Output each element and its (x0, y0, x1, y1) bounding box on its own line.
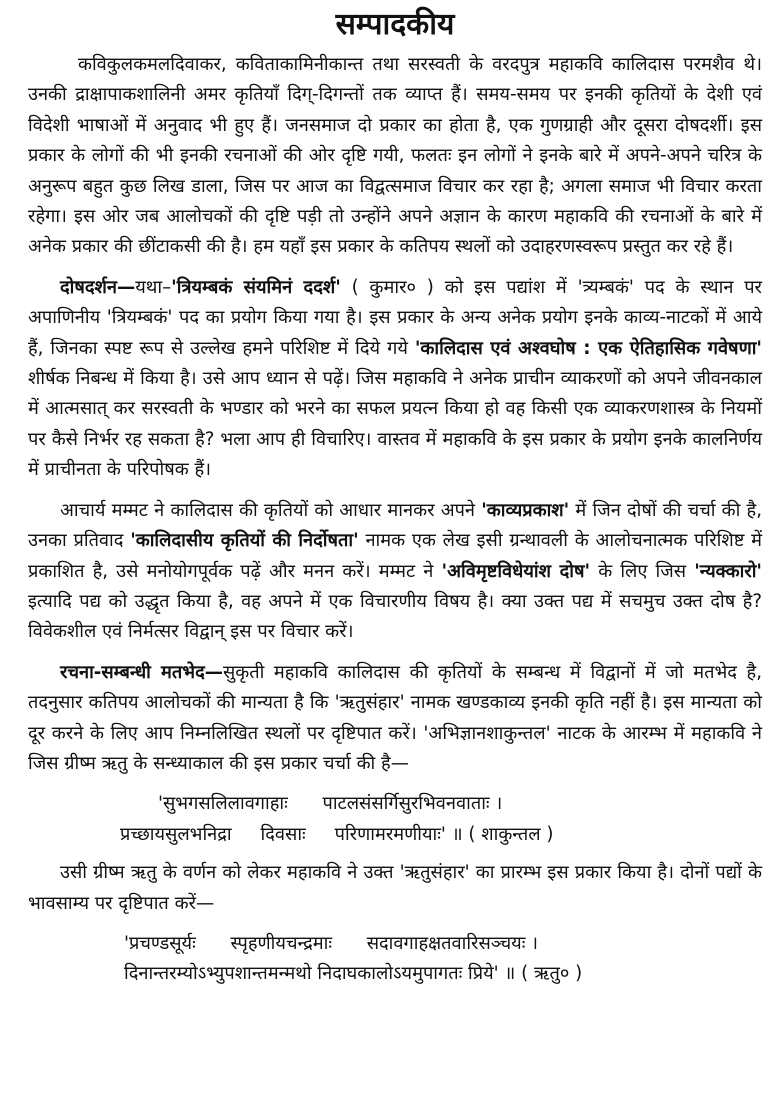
dosha-essay-title: 'कालिदास एवं अश्वघोष : एक ऐतिहासिक गवेषणा' (414, 337, 763, 359)
ritusamhara-verse-line-1: 'प्रचण्डसूर्यः स्पृहणीयचन्द्रमाः सदावगाहक्षतवारिसञ्चयः । (124, 932, 539, 954)
shakuntala-verse-line-2: प्रच्छायसुलभनिद्रा दिवसाः परिणामरमणीयाः' ॥ ( शाकुन्तल ) (120, 823, 554, 845)
mammata-text-5: इत्यादि पद्य को उद्धृत किया है, वह अपने में एक विचारणीय विषय है। क्या उक्त पद्य में सचमुच उक्त दोष है? विवेकशील एवं निर्मत्सर विद्वान् इस पर विचार करें। (28, 590, 762, 643)
dosha-quote-1: 'त्रियम्बकं संयमिनं ददर्श' (171, 276, 341, 298)
shakuntala-verse (28, 789, 762, 850)
shakuntala-verse-line-1: 'सुभगसलिलावगाहाः पाटलसंसर्गिसुरभिवनवाताः । (158, 793, 503, 815)
grishma-paragraph: उसी ग्रीष्म ऋतु के वर्णन को लेकर महाकवि ने उक्त 'ऋतुसंहार' का प्रारम्भ इस प्रकार किया है। दोनों पद्यों के भावसाम्य पर दृष्टिपात करें— (28, 862, 762, 914)
dosha-paragraph (28, 273, 762, 486)
dosha-heading: दोषदर्शन— (60, 276, 136, 298)
mammata-text-4: के लिए जिस (590, 560, 695, 582)
mammata-article-title: 'कालिदासीय कृतियों की निर्दोषता' (130, 530, 359, 552)
mammata-book-title: 'काव्यप्रकाश' (481, 499, 570, 521)
mammata-paragraph (28, 496, 762, 648)
page-title: सम्पादकीय (335, 7, 455, 42)
mammata-text-1: आचार्य मम्मट ने कालिदास की कृतियों को आधार मानकर अपने (60, 499, 482, 521)
rachana-text: सुकृती महाकवि कालिदास की कृतियों के सम्बन्ध में विद्वानों में जो मतभेद है, तदनुसार कतिपय आलोचकों की मान्यता है कि 'ऋतुसंहार' नामक खण्डकाव्य इनकी कृति नहीं है। इस मान्यता को दूर करने के लिए आप निम्नलिखित स्थलों पर दृष्टिपात करें। 'अभिज्ञानशाकुन्तल' नाटक के आरम्भ में महाकवि ने जिस ग्रीष्म ऋतु के सन्ध्याकाल की इस प्रकार चर्चा की है— (28, 661, 762, 774)
mammata-text-3: नामक एक लेख इसी ग्रन्थावली के आलोचनात्मक परिशिष्ट में प्रकाशित है, उसे मनोयोगपूर्वक पढ़ें और मनन करें। मम्मट ने (28, 530, 762, 582)
rachana-paragraph (28, 658, 762, 780)
mammata-dosha-term: 'अविमृष्टविधेयांश दोष' (441, 560, 591, 582)
mammata-text-2: में जिन दोषों की चर्चा की है, उनका प्रतिवाद (28, 499, 762, 552)
ritusamhara-verse-line-2: दिनान्तरम्योऽभ्युपशान्तमन्मथो निदाघकालोऽयमुपागतः प्रिये' ॥ ( ऋतु० ) (124, 963, 583, 985)
intro-paragraph: कविकुलकमलदिवाकर, कविताकामिनीकान्त तथा सरस्वती के वरदपुत्र महाकवि कालिदास परमशैव थे। उनकी द्राक्षापाकशालिनी अमर कृतियाँ दिग्-दिगन्तों तक व्याप्त हैं। समय-समय पर इनकी कृतियों के देशी एवं विदेशी भाषाओं में अनुवाद भी हुए हैं। जनसमाज दो प्रकार का होता है, एक गुणग्राही और दूसरा दोषदर्शी। इस प्रकार के लोगों की भी इनकी रचनाओं की ओर दृष्टि गयी, फलतः इन लोगों ने इनके बारे में अपने-अपने चरित्र के अनुरूप बहुत कुछ लिख डाला, जिस पर आज का विद्वत्समाज विचार कर रहा है; अगला समाज भी विचार करता रहेगा। इस ओर जब आलोचकों की दृष्टि पड़ी तो उन्होंने अपने अज्ञान के कारण महाकवि की रचनाओं के बारे में अनेक प्रकार की छींटाकसी की है। हम यहाँ इस प्रकार के कतिपय स्थलों को उदाहरणस्वरूप प्रस्तुत कर रहे हैं। (28, 54, 762, 258)
dosha-text-2: ( कुमार० ) को इस पद्यांश में 'त्र्यम्बकं' पद के स्थान पर अपाणिनीय 'त्रियम्बकं' पद का प्रयोग किया गया है। इस प्रकार के अन्य अनेक प्रयोग इनके काव्य-नाटकों में आये हैं, जिनका स्पष्ट रूप से उल्लेख हमने परिशिष्ट में दिये गये (28, 276, 762, 359)
ritusamhara-verse (28, 929, 762, 990)
rachana-heading: रचना-सम्बन्धी मतभेद— (60, 661, 223, 683)
dosha-text-3: शीर्षक निबन्ध में किया है। उसे आप ध्यान से पढ़ें। जिस महाकवि ने अनेक प्राचीन व्याकरणों को अपने जीवनकाल में आत्मसात् कर सरस्वती के भण्डार को भरने का सफल प्रयत्न किया हो वह किसी एक व्याकरणशास्त्र के नियमों पर कैसे निर्भर रह सकता है? भला आप ही विचारिए। वास्तव में महाकवि के इस प्रकार के प्रयोग इनके कालनिर्णय में प्राचीनता के परिपोषक हैं। (28, 368, 762, 481)
dosha-text-1: यथा– (135, 276, 172, 298)
mammata-verse-term: 'न्यक्कारो' (694, 560, 762, 582)
